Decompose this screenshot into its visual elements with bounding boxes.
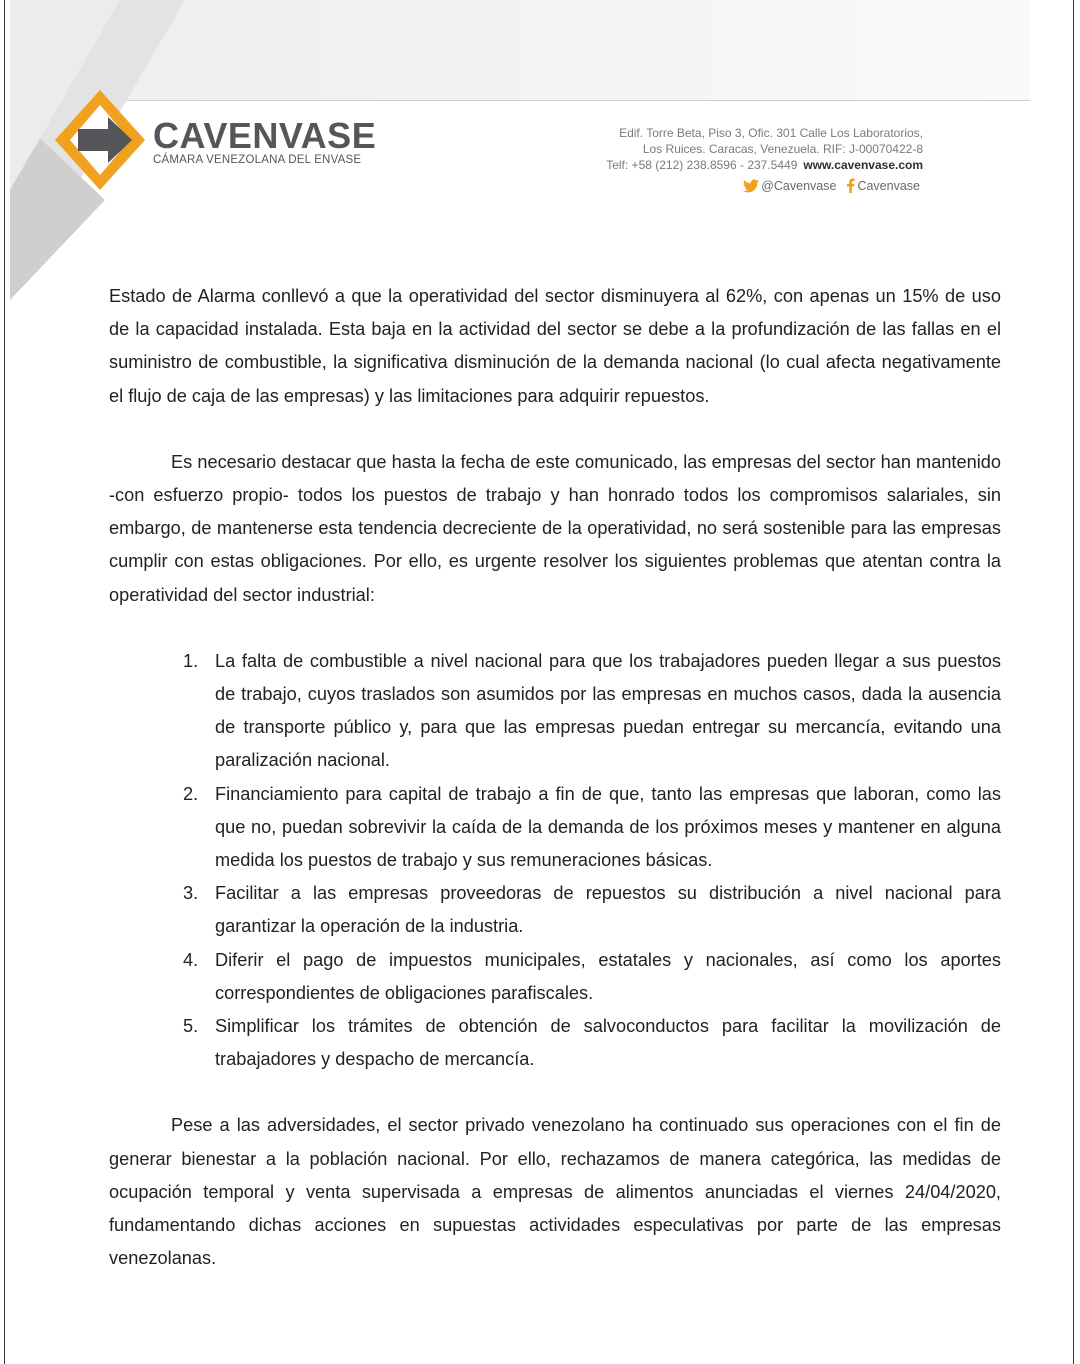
list-text: Simplificar los trámites de obtención de salvoconductos para facilitar la movilización de trabajadores y despacho de mercancía. — [215, 1016, 1001, 1070]
list-text: Financiamiento para capital de trabajo a fin de que, tanto las empresas que laboran, como las que no, puedan sobrevivir la caída de la demanda de los próximos meses y mantener en alguna medida los puestos de trabajo y sus remuneraciones básicas. — [215, 783, 1001, 871]
paragraph-3: Pese a las adversidades, el sector privado venezolano ha continuado sus operaciones con el fin de generar bienestar a la población nacional. Por ello, rechazamos de manera categórica, las medidas de ocupación temporal y venta supervisada a empresas de alimentos anunciadas el viernes 24/04/2020, fundamentando dichas acciones en supuestas actividades especulativas por parte de las empresas venezolanas. — [109, 1115, 1001, 1269]
list-text: La falta de combustible a nivel nacional para que los trabajadores pueden llegar a sus puestos de trabajo, cuyos traslados son asumidos por las empresas en muchos casos, dada la ausencia de transporte público y, para que las empresas puedan entregar su mercancía, evitando una paralización nacional. — [215, 650, 1001, 771]
address-line-1: Edif. Torre Beta, Piso 3, Ofic. 301 Calle Los Laboratorios, — [619, 126, 923, 140]
list-number: 2. — [183, 783, 199, 804]
phone-line — [606, 157, 923, 173]
address-line-2: Los Ruices. Caracas, Venezuela. RIF: J-00070422-8 — [642, 142, 923, 156]
logo-wordmark: CAVENVASE — [153, 115, 377, 156]
list-number: 3. — [183, 883, 199, 904]
paragraph-1: Estado de Alarma conllevó a que la operatividad del sector disminuyera al 62%, con apenas un 15% de uso de la capacidad instalada. Esta baja en la actividad del sector se debe a la profundización de las fallas en el suministro de combustible, la significativa disminución de la demanda nacional (lo cual afecta negativamente el flujo de caja de las empresas) y las limitaciones para adquirir repuestos. — [109, 286, 1001, 406]
list-item — [183, 877, 1001, 943]
list-number: 4. — [183, 949, 199, 970]
twitter-icon — [743, 179, 759, 193]
logo-tagline: CÁMARA VENEZOLANA DEL ENVASE — [153, 154, 362, 166]
twitter-handle: @Cavenvase — [761, 178, 837, 193]
list-item — [183, 778, 1001, 878]
list-item — [183, 645, 1001, 778]
list-number: 1. — [183, 650, 199, 671]
social-links — [737, 178, 920, 193]
letter-body — [109, 280, 1001, 1275]
facebook-link[interactable] — [846, 178, 920, 193]
document-page — [4, 0, 1074, 1364]
list-text: Diferir el pago de impuestos municipales, estatales y nacionales, así como los aportes correspondientes de obligaciones parafiscales. — [215, 949, 1001, 1003]
demands-list — [109, 645, 1001, 1077]
facebook-handle: Cavenvase — [857, 178, 920, 193]
list-item — [183, 944, 1001, 1010]
paragraph-2: Es necesario destacar que hasta la fecha de este comunicado, las empresas del sector han mantenido -con esfuerzo propio- todos los puestos de trabajo y han honrado todos los compromisos salariales, sin embargo, de mantenerse esta tendencia decreciente de la operatividad, no será sostenible para las empresas cumplir con estas obligaciones. Por ello, es urgente resolver los siguientes problemas que atentan contra la operatividad del sector industrial: — [109, 451, 1001, 605]
contact-block — [606, 125, 923, 173]
twitter-link[interactable] — [743, 179, 836, 193]
website-link[interactable]: www.cavenvase.com — [803, 158, 923, 172]
list-item — [183, 1010, 1001, 1076]
facebook-icon — [846, 178, 855, 193]
list-number: 5. — [183, 1016, 199, 1037]
list-text: Facilitar a las empresas proveedoras de repuestos su distribución a nivel nacional para garantizar la operación de la industria. — [215, 883, 1001, 937]
phone-number: Telf: +58 (212) 238.8596 - 237.5449 — [606, 158, 798, 172]
cavenvase-logo-icon — [50, 85, 150, 195]
